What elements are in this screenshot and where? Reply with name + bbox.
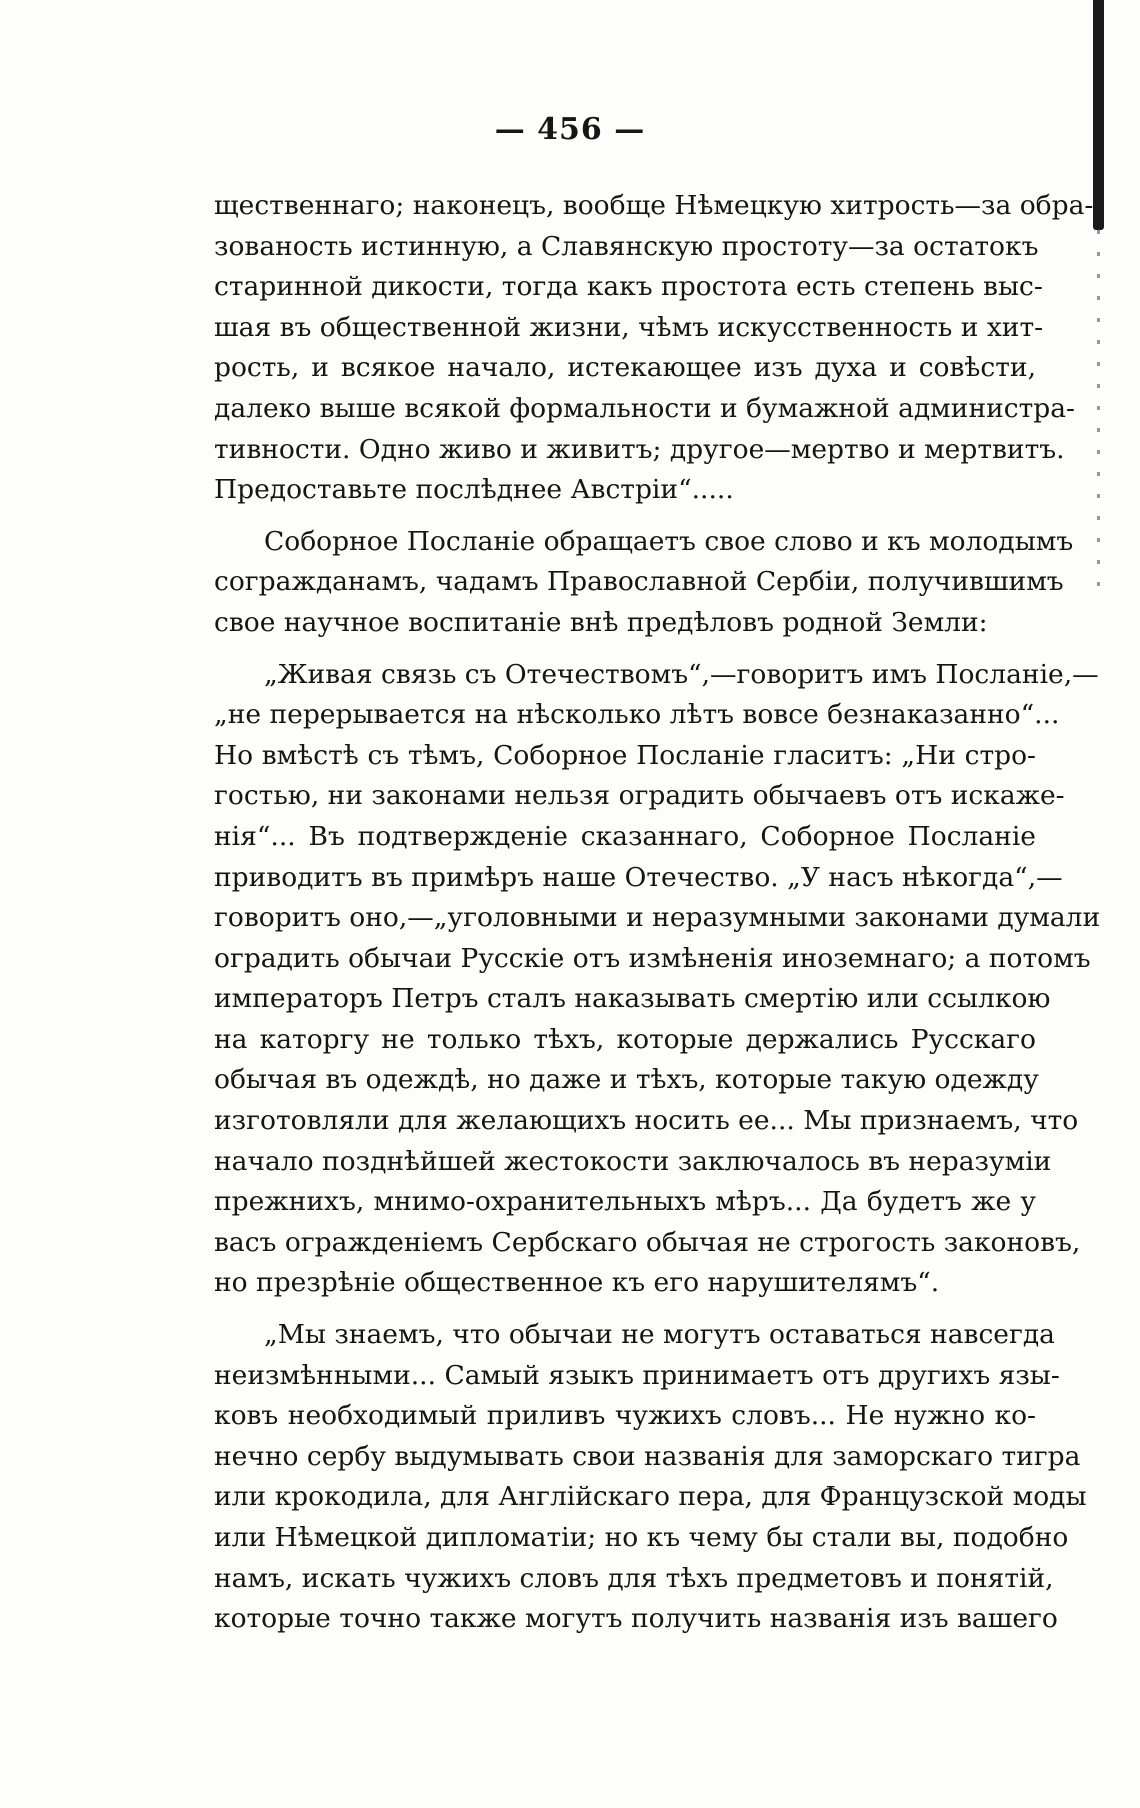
scan-edge-dashes	[1097, 230, 1100, 590]
text-line: начало позднѣйшей жестокости заключалось въ неразуміи	[214, 1145, 1052, 1177]
text-line: свое научное воспитаніе внѣ предѣловъ родной Земли:	[214, 606, 988, 638]
text-line: Предоставьте послѣднее Австріи“.....	[214, 474, 734, 506]
text-line: ковъ необходимый приливъ чужихъ словъ... Не нужно ко-	[214, 1400, 1036, 1432]
text-line: оградить обычаи Русскіе отъ измѣненія иноземнаго; а потомъ	[214, 942, 1091, 974]
text-line: шая въ общественной жизни, чѣмъ искусственность и хит-	[214, 311, 1044, 343]
page-text	[214, 186, 1101, 1640]
paragraph	[214, 186, 1094, 511]
text-line: васъ огражденіемъ Сербскаго обычая не строгость законовъ,	[214, 1226, 1081, 1258]
text-line: гостью, ни законами нельзя оградить обычаевъ отъ искаже-	[214, 780, 1065, 812]
text-line: „Мы знаемъ, что обычаи не могутъ оставаться навсегда	[264, 1319, 1055, 1351]
text-line: тивности. Одно живо и живитъ; другое—мертво и мертвитъ.	[214, 433, 1065, 465]
text-line: нечно сербу выдумывать свои названія для заморскаго тигра	[214, 1440, 1081, 1472]
text-line: но презрѣніе общественное къ его нарушителямъ“.	[214, 1267, 940, 1299]
text-line: неизмѣнными... Самый языкъ принимаетъ отъ другихъ язы-	[214, 1359, 1060, 1391]
paragraph-gap	[214, 1304, 1036, 1315]
text-line: Но вмѣстѣ съ тѣмъ, Соборное Посланіе гласитъ: „Ни стро-	[214, 739, 1036, 771]
text-line: „Живая связь съ Отечествомъ“,—говоритъ имъ Посланіе,—	[264, 658, 1099, 690]
text-line: щественнаго; наконецъ, вообще Нѣмецкую хитрость—за обра-	[214, 190, 1094, 221]
text-line: согражданамъ, чадамъ Православной Сербіи, получившимъ	[214, 566, 1064, 598]
text-line: говоритъ оно,—„уголовными и неразумными законами думали	[214, 902, 1101, 934]
text-line: обычая въ одеждѣ, но даже и тѣхъ, которые такую одежду	[214, 1064, 1039, 1096]
text-line: прежнихъ, мнимо-охранительныхъ мѣръ... Да будетъ же у	[214, 1186, 1036, 1218]
paragraph-gap	[214, 644, 1036, 655]
text-line: нія“... Въ подтвержденіе сказаннаго, Соборное Посланіе	[214, 820, 1036, 852]
paragraph	[214, 655, 1101, 1305]
text-line: намъ, искать чужихъ словъ для тѣхъ предметовъ и понятій,	[214, 1562, 1054, 1594]
text-line: зованость истинную, а Славянскую простоту—за остатокъ	[214, 230, 1039, 262]
text-line: или Нѣмецкой дипломатіи; но къ чему бы стали вы, подобно	[214, 1522, 1069, 1553]
paragraph-gap	[214, 511, 1036, 522]
text-line: рость, и всякое начало, истекающее изъ духа и совѣсти,	[214, 352, 1036, 384]
text-line: изготовляли для желающихъ носить ее... Мы признаемъ, что	[214, 1105, 1079, 1137]
text-line: „не перерывается на нѣсколько лѣтъ вовсе безнаказанно“...	[214, 699, 1060, 731]
text-line: императоръ Петръ сталъ наказывать смертію или ссылкою	[214, 983, 1051, 1015]
text-line: которые точно также могутъ получить названія изъ вашего	[214, 1603, 1058, 1635]
text-line: на каторгу не только тѣхъ, которые держались Русскаго	[214, 1023, 1036, 1055]
page-number: — 456 —	[494, 112, 646, 147]
text-line: далеко выше всякой формальности и бумажной администра-	[214, 392, 1076, 424]
paragraph	[214, 1315, 1087, 1640]
text-line: или крокодила, для Англійскаго пера, для Французской моды	[214, 1481, 1087, 1513]
text-line: Соборное Посланіе обращаетъ свое слово и къ молодымъ	[264, 525, 1074, 557]
text-line: приводитъ въ примѣръ наше Отечество. „У насъ нѣкогда“,—	[214, 861, 1063, 893]
text-line: старинной дикости, тогда какъ простота есть степень выс-	[214, 271, 1043, 303]
paragraph	[214, 522, 1074, 644]
